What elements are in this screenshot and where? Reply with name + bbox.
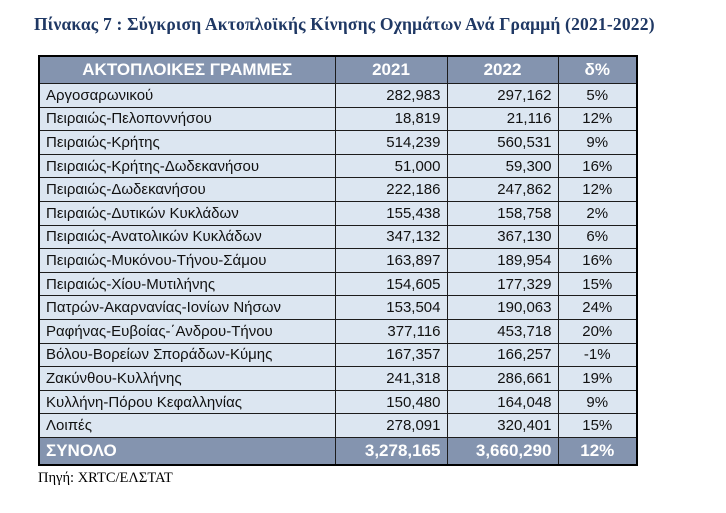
cell-2021-value: 278,091 xyxy=(335,414,447,438)
table-body xyxy=(39,84,637,438)
table-row xyxy=(39,249,637,273)
cell-route-name: Πατρών-Ακαρνανίας-Ιονίων Νήσων xyxy=(39,296,335,320)
cell-delta-value: 9% xyxy=(558,390,637,414)
cell-2021-value: 51,000 xyxy=(335,154,447,178)
cell-delta-value: 2% xyxy=(558,201,637,225)
cell-2022-value: 59,300 xyxy=(447,154,558,178)
cell-2021-value: 282,983 xyxy=(335,84,447,108)
cell-2022-value: 367,130 xyxy=(447,225,558,249)
cell-route-name: Αργοσαρωνικού xyxy=(39,84,335,108)
cell-2022-value: 453,718 xyxy=(447,319,558,343)
column-header-2021: 2021 xyxy=(335,56,447,84)
total-row xyxy=(39,437,637,465)
table-row xyxy=(39,414,637,438)
cell-2022-value: 164,048 xyxy=(447,390,558,414)
cell-route-name: Ζακύνθου-Κυλλήνης xyxy=(39,367,335,391)
cell-route-name: Πειραιώς-Ανατολικών Κυκλάδων xyxy=(39,225,335,249)
cell-delta-value: 15% xyxy=(558,272,637,296)
cell-2021-value: 163,897 xyxy=(335,249,447,273)
cell-route-name: Ραφήνας-Ευβοίας-΄Ανδρου-Τήνου xyxy=(39,319,335,343)
table-title: Πίνακας 7 : Σύγκριση Ακτοπλοϊκής Κίνησης Οχημάτων Ανά Γραμμή (2021-2022) xyxy=(34,14,655,34)
cell-route-name: Πειραιώς-Κρήτης xyxy=(39,131,335,155)
header-row xyxy=(39,56,637,84)
cell-2021-value: 154,605 xyxy=(335,272,447,296)
cell-route-name: Πειραιώς-Μυκόνου-Τήνου-Σάμου xyxy=(39,249,335,273)
cell-2022-value: 286,661 xyxy=(447,367,558,391)
cell-2022-value: 177,329 xyxy=(447,272,558,296)
cell-delta-value: 12% xyxy=(558,178,637,202)
cell-2021-value: 514,239 xyxy=(335,131,447,155)
table-row xyxy=(39,107,637,131)
cell-2022-value: 166,257 xyxy=(447,343,558,367)
cell-2021-value: 155,438 xyxy=(335,201,447,225)
cell-delta-value: 16% xyxy=(558,249,637,273)
cell-route-name: Πειραιώς-Δυτικών Κυκλάδων xyxy=(39,201,335,225)
cell-route-name: Λοιπές xyxy=(39,414,335,438)
cell-route-name: Πειραιώς-Χίου-Μυτιλήνης xyxy=(39,272,335,296)
cell-2022-value: 189,954 xyxy=(447,249,558,273)
cell-2022-value: 320,401 xyxy=(447,414,558,438)
table-row xyxy=(39,178,637,202)
cell-2021-value: 241,318 xyxy=(335,367,447,391)
table-row xyxy=(39,201,637,225)
table-row xyxy=(39,131,637,155)
cell-2022-value: 247,862 xyxy=(447,178,558,202)
ferry-traffic-table xyxy=(38,55,638,466)
table-row xyxy=(39,225,637,249)
cell-2021-value: 222,186 xyxy=(335,178,447,202)
cell-delta-value: 5% xyxy=(558,84,637,108)
cell-delta-value: 20% xyxy=(558,319,637,343)
cell-route-name: Πειραιώς-Κρήτης-Δωδεκανήσου xyxy=(39,154,335,178)
total-delta-value: 12% xyxy=(558,437,637,465)
cell-route-name: Κυλλήνη-Πόρου Κεφαλληνίας xyxy=(39,390,335,414)
cell-2022-value: 21,116 xyxy=(447,107,558,131)
table-row xyxy=(39,154,637,178)
cell-delta-value: 6% xyxy=(558,225,637,249)
table-row xyxy=(39,367,637,391)
cell-delta-value: -1% xyxy=(558,343,637,367)
cell-delta-value: 16% xyxy=(558,154,637,178)
table-row xyxy=(39,84,637,108)
cell-delta-value: 15% xyxy=(558,414,637,438)
cell-2022-value: 560,531 xyxy=(447,131,558,155)
cell-2021-value: 377,116 xyxy=(335,319,447,343)
total-label: ΣΥΝΟΛΟ xyxy=(39,437,335,465)
total-2021-value: 3,278,165 xyxy=(335,437,447,465)
cell-2021-value: 150,480 xyxy=(335,390,447,414)
cell-2022-value: 297,162 xyxy=(447,84,558,108)
cell-2021-value: 347,132 xyxy=(335,225,447,249)
table-row xyxy=(39,272,637,296)
cell-route-name: Πειραιώς-Δωδεκανήσου xyxy=(39,178,335,202)
cell-delta-value: 9% xyxy=(558,131,637,155)
cell-2021-value: 18,819 xyxy=(335,107,447,131)
table-row xyxy=(39,296,637,320)
cell-route-name: Πειραιώς-Πελοποννήσου xyxy=(39,107,335,131)
table-row xyxy=(39,343,637,367)
column-header-delta-percent: δ% xyxy=(558,56,637,84)
cell-delta-value: 19% xyxy=(558,367,637,391)
source-note: Πηγή: XRTC/ΕΛΣΤΑΤ xyxy=(38,470,173,486)
column-header-routes: ΑΚΤΟΠΛΟΙΚΕΣ ΓΡΑΜΜΕΣ xyxy=(39,56,335,84)
column-header-2022: 2022 xyxy=(447,56,558,84)
cell-route-name: Βόλου-Βορείων Σποράδων-Κύμης xyxy=(39,343,335,367)
total-2022-value: 3,660,290 xyxy=(447,437,558,465)
table-row xyxy=(39,390,637,414)
cell-2022-value: 158,758 xyxy=(447,201,558,225)
cell-delta-value: 12% xyxy=(558,107,637,131)
cell-2021-value: 153,504 xyxy=(335,296,447,320)
table-row xyxy=(39,319,637,343)
cell-2022-value: 190,063 xyxy=(447,296,558,320)
cell-2021-value: 167,357 xyxy=(335,343,447,367)
cell-delta-value: 24% xyxy=(558,296,637,320)
